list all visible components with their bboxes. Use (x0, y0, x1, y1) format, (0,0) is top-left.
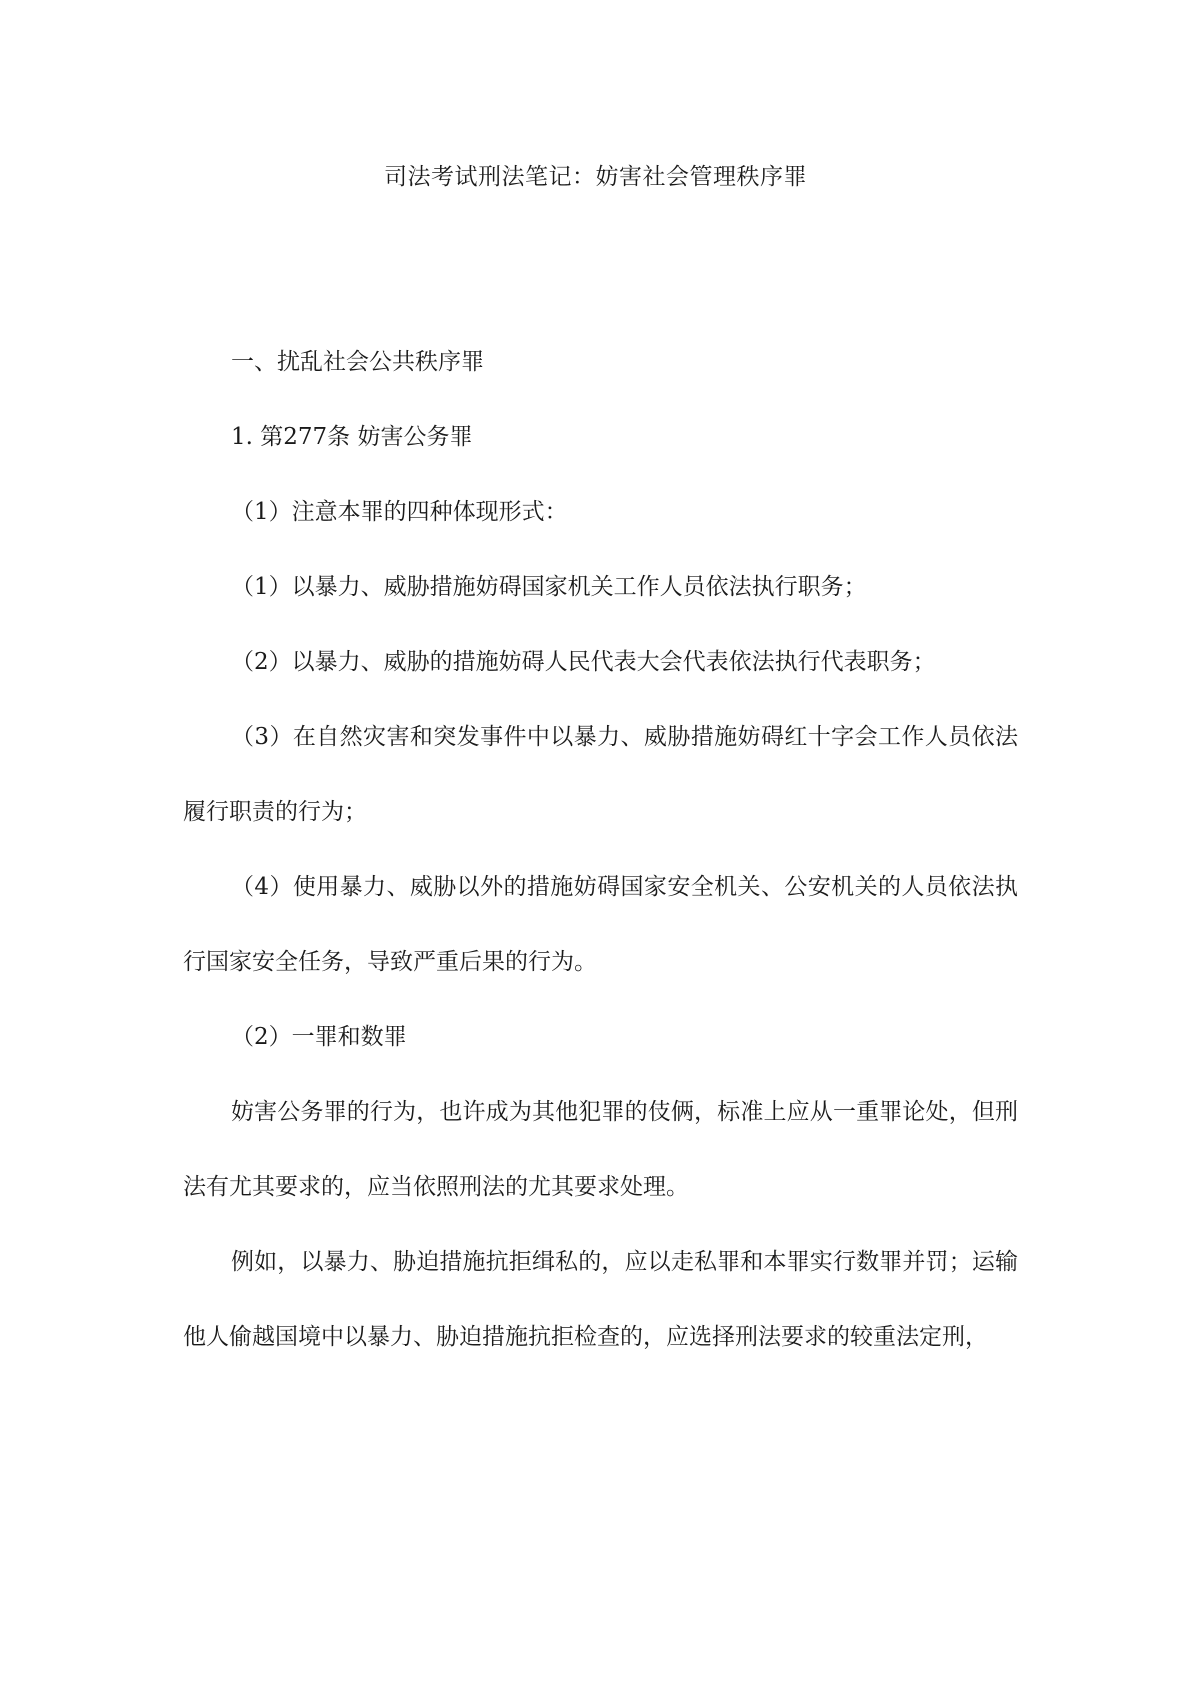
section-heading: 一、扰乱社会公共秩序罪 (231, 349, 484, 375)
sub-heading: （2）一罪和数罪 (231, 1024, 407, 1050)
list-item: （1）以暴力、威胁措施妨碍国家机关工作人员依法执行职务； (231, 574, 867, 600)
list-item: （4）使用暴力、威胁以外的措施妨碍国家安全机关、公安机关的人员依法执行国家安全任务，导致严重后果的行为。 (183, 874, 1018, 975)
document-title: 司法考试刑法笔记：妨害社会管理秩序罪 (384, 164, 807, 190)
body-paragraph: 妨害公务罪的行为，也许成为其他犯罪的伎俩，标准上应从一重罪论处，但刑法有尤其要求的，应当依照刑法的尤其要求处理。 (183, 1099, 1018, 1200)
list-item: （3）在自然灾害和突发事件中以暴力、威胁措施妨碍红十字会工作人员依法履行职责的行为； (183, 724, 1018, 825)
document-body (183, 325, 1018, 1375)
list-item: （2）以暴力、威胁的措施妨碍人民代表大会代表依法执行代表职务； (231, 649, 936, 675)
sub-heading: （1）注意本罪的四种体现形式： (231, 499, 568, 525)
article-heading: 1. 第277条 妨害公务罪 (231, 424, 473, 450)
body-paragraph: 例如，以暴力、胁迫措施抗拒缉私的，应以走私罪和本罪实行数罪并罚；运输他人偷越国境中以暴力、胁迫措施抗拒检查的，应选择刑法要求的较重法定刑， (183, 1249, 1018, 1350)
